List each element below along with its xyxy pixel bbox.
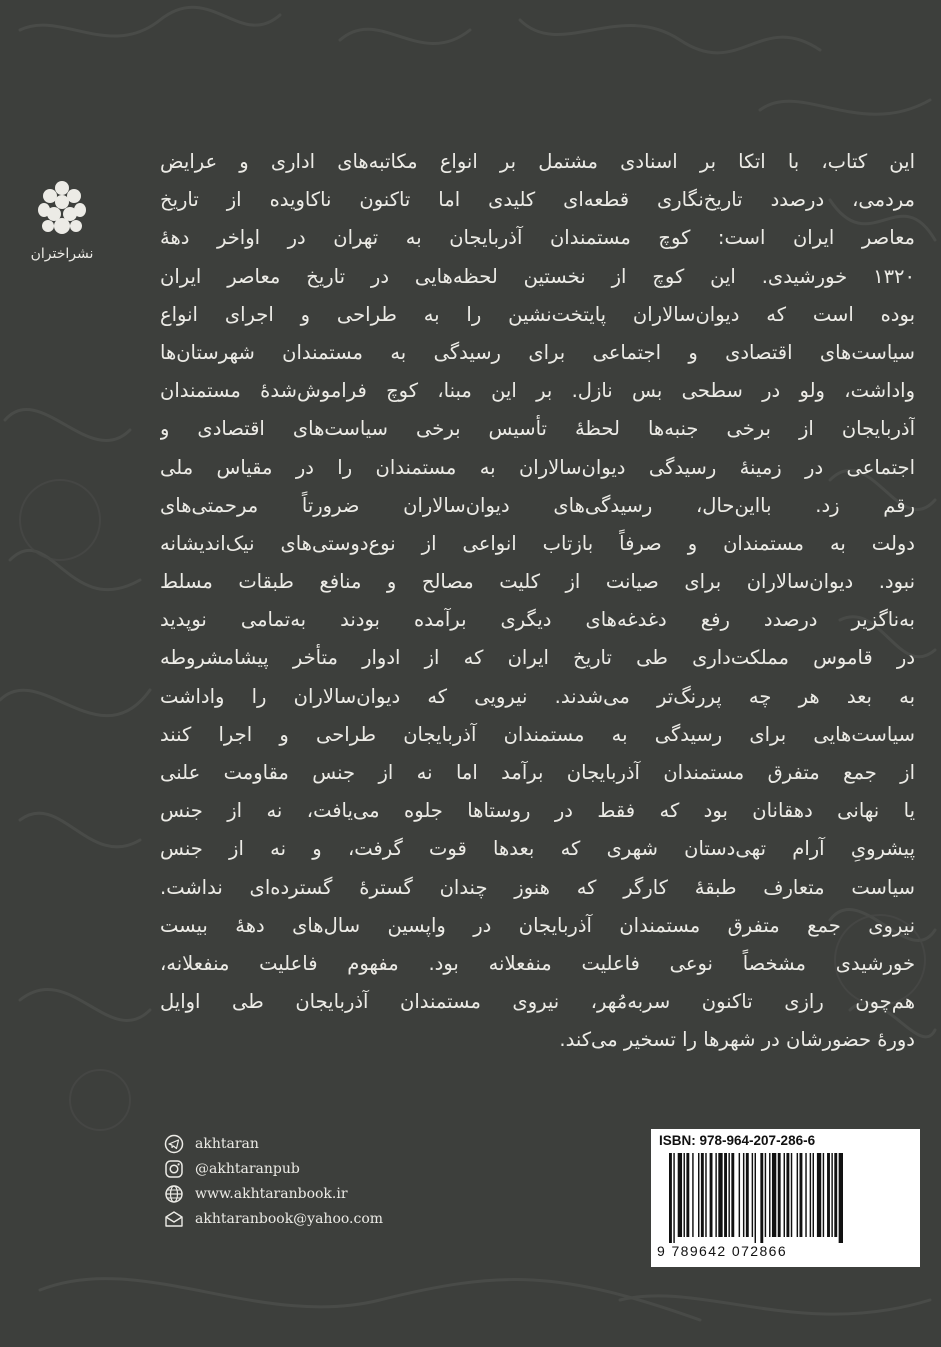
- blurb-line: نیروی جمع متفرق مستمندان آذربایجان در واپسین سال‌های دههٔ بیست: [160, 913, 915, 937]
- blurb-line: سیاست‌هایی برای رسیدگی به مستمندان آذربایجان طراحی و اجرا کنند: [160, 722, 915, 746]
- blurb-line: هم‌چون رازی تاکنون سربه‌مُهر، نیروی مستمندان آذربایجان طی اوایل: [160, 990, 915, 1014]
- contact-website[interactable]: [163, 1183, 383, 1205]
- blurb-line: به‌ناگزیر درصدد رفع دغدغه‌های دیگری برآمده بودند به‌تمامی نوپدید: [160, 608, 915, 632]
- blurb-line: سیاست متعارف طبقهٔ کارگر که هنوز چندان گسترهٔ گسترده‌ای نداشت.: [160, 875, 915, 899]
- publisher-logo-icon: [38, 180, 86, 242]
- isbn-barcode-box: [651, 1129, 920, 1267]
- contact-email[interactable]: [163, 1208, 383, 1230]
- blurb-line: در قاموس مملکت‌داری طی تاریخ ایران که از ادوار متأخر پیشامشروطه: [160, 646, 915, 670]
- blurb-line: یا نهانی دهقانان بود که فقط در روستاها جلوه می‌یافت، نه از جنس: [160, 799, 915, 823]
- blurb-line: به بعد هر چه پررنگ‌تر می‌شدند. نیرویی که دیوان‌سالاران را واداشت: [160, 684, 915, 708]
- contact-list: [163, 1133, 383, 1233]
- contact-text: www.akhtaranbook.ir: [195, 1186, 348, 1202]
- blurb-line: پیشرویِ آرام تهی‌دستان شهری که بعدها قوت گرفت، و نه از جنس: [160, 837, 915, 861]
- blurb-line: اجتماعی در زمینهٔ رسیدگی دیوان‌سالاران به مستمندان را در مقیاس ملی: [160, 455, 915, 479]
- barcode-digits: 9 789642 072866: [657, 1243, 787, 1259]
- barcode-icon: [663, 1153, 909, 1243]
- contact-telegram[interactable]: [163, 1133, 383, 1155]
- blurb-line: از جمع متفرق مستمندان آذربایجان برآمد اما نه از جنس مقاومت علنی: [160, 761, 915, 784]
- publisher-name: نشراختران: [30, 246, 94, 262]
- isbn-label: ISBN: 978-964-207-286-6: [659, 1133, 816, 1148]
- blurb-text: [160, 143, 915, 1060]
- globe-icon: [163, 1183, 185, 1205]
- blurb-line: مردمی، درصدد تاریخ‌نگاری قطعه‌ای کلیدی اما تاکنون ناکاویده از تاریخ: [160, 188, 915, 212]
- instagram-icon: [163, 1158, 185, 1180]
- blurb-line: رقم زد. بااین‌حال، رسیدگی‌های دیوان‌سالاران ضرورتاً مرحمتی‌های: [160, 493, 915, 517]
- blurb-line: ۱۳۲۰ خورشیدی. این کوچ از نخستین لحظه‌هایی در تاریخ معاصر ایران: [160, 264, 915, 288]
- telegram-icon: [163, 1133, 185, 1155]
- contact-text: @akhtaranpub: [195, 1161, 300, 1177]
- blurb-line: دورهٔ حضورشان در شهرها را تسخیر می‌کند.: [559, 1028, 915, 1052]
- email-icon: [163, 1208, 185, 1230]
- publisher-logo: [20, 180, 104, 262]
- blurb-line: آذربایجان از برخی جنبه‌ها لحظهٔ تأسیس برخی سیاست‌های اقتصادی و: [160, 417, 915, 441]
- contact-text: akhtaranbook@yahoo.com: [195, 1211, 384, 1227]
- blurb-line: نبود. دیوان‌سالاران برای صیانت از کلیت مصالح و منافع طبقات مسلط: [160, 570, 915, 594]
- contact-instagram[interactable]: [163, 1158, 383, 1180]
- blurb-line: دولت به مستمندان و صرفاً بازتاب انواعی از نوع‌دوستی‌های نیک‌اندیشانه: [160, 531, 915, 555]
- blurb-line: بوده است که دیوان‌سالاران پایتخت‌نشین را به طراحی و اجرای انواع: [160, 302, 915, 326]
- contact-text: akhtaran: [195, 1136, 259, 1152]
- blurb-line: سیاست‌های اقتصادی و اجتماعی برای رسیدگی به مستمندان شهرستان‌ها: [160, 340, 915, 364]
- blurb-line: این کتاب، با اتکا بر اسنادی مشتمل بر انواع مکاتبه‌های اداری و عرایض: [160, 150, 915, 173]
- blurb-line: خورشیدی مشخصاً نوعی فاعلیت منفعلانه بود. مفهوم فاعلیت منفعلانه،: [160, 951, 915, 975]
- blurb-line: واداشت، ولو در سطحی بس نازل. بر این مبنا، کوچ فراموش‌شدهٔ مستمندان: [160, 379, 915, 403]
- blurb-line: معاصر ایران است: کوچ مستمندان آذربایجان به تهران در اواخر دههٔ: [160, 226, 915, 250]
